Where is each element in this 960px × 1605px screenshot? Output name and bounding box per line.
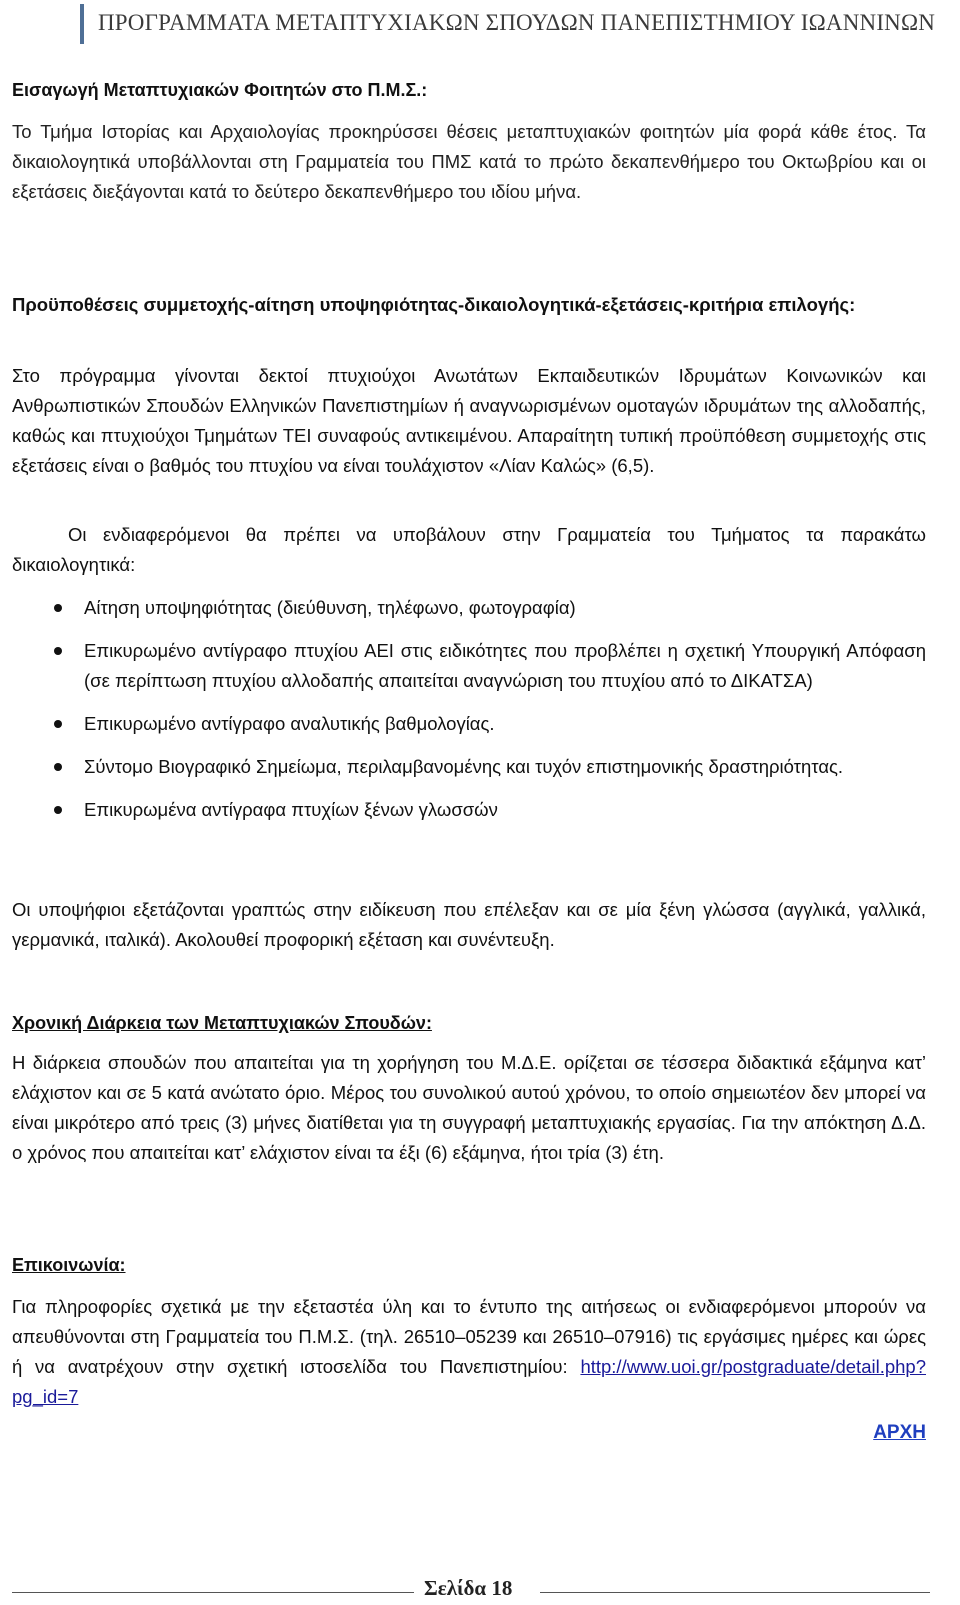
bullet-icon — [54, 720, 62, 728]
admission-heading: Εισαγωγή Μεταπτυχιακών Φοιτητών στο Π.Μ.Σ.: — [12, 80, 428, 100]
back-to-top-link[interactable]: ΑΡΧΗ — [873, 1422, 926, 1443]
contact-heading: Επικοινωνία: — [12, 1255, 126, 1275]
duration-text: Η διάρκεια σπουδών που απαιτείται για τη χορήγηση του Μ.Δ.Ε. ορίζεται σε τέσσερα διδακτικά εξάμηνα κατ’ ελάχιστον και σε 5 κατά ανώτατο όριο. Μέρος του συνολικού αυτού χρόνου, το οποίο σημειωτέον δεν μπορεί να είναι μικρότερο από τρεις (3) μήνες διατίθεται για τη συγγραφή μεταπτυχιακής εργασίας. Για την απόκτηση Δ.Δ. ο χρόνος που απαιτείται κατ’ ελάχιστον είναι τα έξι (6) εξάμηνα, ήτοι τρία (3) έτη. — [12, 1052, 926, 1163]
exams-paragraph: Οι υποψήφιοι εξετάζονται γραπτώς στην ειδίκευση που επέλεξαν και σε μία ξένη γλώσσα (αγγλικά, γαλλικά, γερμανικά, ιταλικά). Ακολουθεί προφορική εξέταση και συνέντευξη. — [12, 899, 926, 950]
header-title: ΠΡΟΓΡΑΜΜΑΤΑ ΜΕΤΑΠΤΥΧΙΑΚΩΝ ΣΠΟΥΔΩΝ ΠΑΝΕΠΙΣΤΗΜΙΟΥ ΙΩΑΝΝΙΝΩΝ — [98, 10, 936, 35]
page-header — [80, 4, 944, 44]
page-number: Σελίδα 18 — [424, 1576, 513, 1600]
requirements-heading: Προϋποθέσεις συμμετοχής-αίτηση υποψηφιότητας-δικαιολογητικά-εξετάσεις-κριτήρια επιλογής: — [12, 294, 856, 315]
footer-rule-left — [12, 1592, 414, 1593]
duration-heading: Χρονική Διάρκεια των Μεταπτυχιακών Σπουδών: — [12, 1013, 432, 1033]
bullet-icon — [54, 647, 62, 655]
list-item: Αίτηση υποψηφιότητας (διεύθυνση, τηλέφωνο, φωτογραφία) — [12, 593, 926, 623]
bullet-icon — [54, 604, 62, 612]
admission-text: Το Τμήμα Ιστορίας και Αρχαιολογίας προκηρύσσει θέσεις μεταπτυχιακών φοιτητών μία φορά κάθε έτος. Τα δικαιολογητικά υποβάλλονται στη Γραμματεία του ΠΜΣ κατά το πρώτο δεκαπενθήμερο του Οκτωβρίου και οι εξετάσεις διεξάγονται κατά το δεύτερο δεκαπενθήμερο του ιδίου μήνα. — [12, 121, 926, 202]
requirements-paragraph-1: Στο πρόγραμμα γίνονται δεκτοί πτυχιούχοι Ανωτάτων Εκπαιδευτικών Ιδρυμάτων Κοινωνικών και Ανθρωπιστικών Σπουδών Ελληνικών Πανεπιστημίων ή αναγνωρισμένων ομοταγών ιδρυμάτων της αλλοδαπής, καθώς και πτυχιούχοι Τμημάτων ΤΕΙ συναφούς αντικειμένου. Απαραίτητη τυπική προϋπόθεση συμμετοχής στις εξετάσεις είναι ο βαθμός του πτυχίου να είναι τουλάχιστον «Λίαν Καλώς» (6,5). — [12, 365, 926, 476]
bullet-icon — [54, 806, 62, 814]
contact-text: Για πληροφορίες σχετικά με την εξεταστέα ύλη και το έντυπο της αιτήσεως οι ενδιαφερόμενοι μπορούν να απευθύνονται στη Γραμματεία του Π.Μ.Σ. (τηλ. 26510–05239 και 26510–07916) τις εργάσιμες ημέρες και ώρες ή να ανατρέχουν στην σχετική ιστοσελίδα του Πανεπιστημίου: http://www.uoi.gr/postgraduate/detail.php?pg_id=7 — [12, 1296, 926, 1407]
list-item: Επικυρωμένο αντίγραφο αναλυτικής βαθμολογίας. — [12, 709, 926, 739]
list-item: Σύντομο Βιογραφικό Σημείωμα, περιλαμβανομένης και τυχόν επιστημονικής δραστηριότητας. — [12, 752, 926, 782]
documents-list — [12, 593, 926, 825]
bullet-icon — [54, 763, 62, 771]
footer-rule-right — [540, 1592, 930, 1593]
requirements-paragraph-2: Οι ενδιαφερόμενοι θα πρέπει να υποβάλουν στην Γραμματεία του Τμήματος τα παρακάτω δικαιολογητικά: — [12, 524, 926, 575]
list-item: Επικυρωμένα αντίγραφα πτυχίων ξένων γλωσσών — [12, 795, 926, 825]
list-item: Επικυρωμένο αντίγραφο πτυχίου ΑΕΙ στις ειδικότητες που προβλέπει η σχετική Υπουργική Απόφαση (σε περίπτωση πτυχίου αλλοδαπής απαιτείται αναγνώριση του πτυχίου από το ΔΙΚΑΤΣΑ) — [12, 636, 926, 696]
website-link[interactable]: http://www.uoi.gr/postgraduate/detail.php?pg_id=7 — [12, 1356, 926, 1407]
